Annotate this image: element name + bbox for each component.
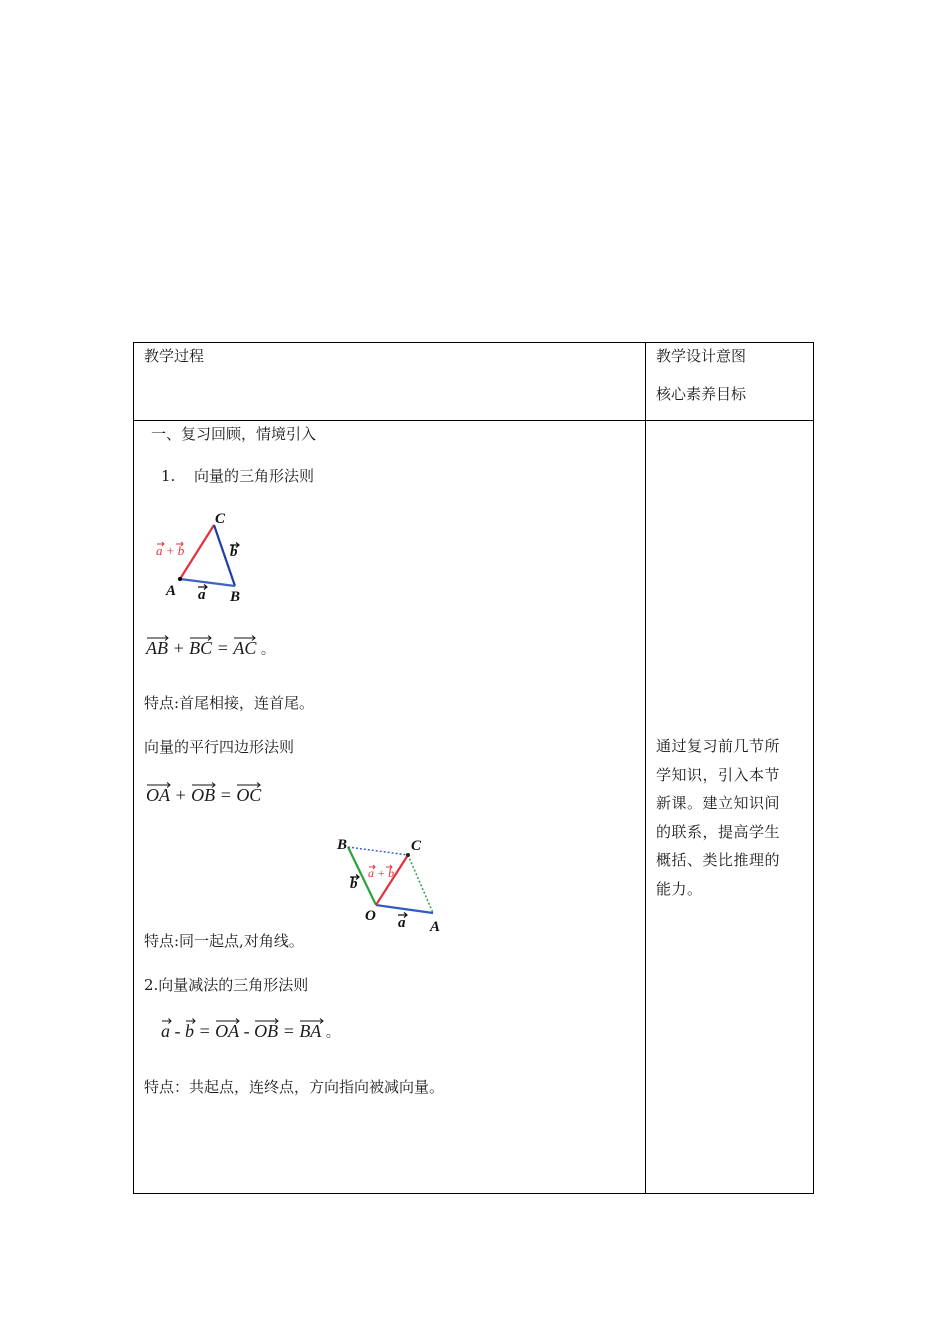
feature-3: 特点：共起点，连终点，方向指向被减向量。 (144, 1078, 445, 1096)
equals-sign-3: = (198, 1021, 211, 1041)
header-process-cell (133, 342, 646, 421)
vector-oc: OC (236, 785, 261, 806)
equals-sign: = (216, 638, 229, 658)
item1-title: 向量的三角形法则 (194, 467, 315, 485)
vector-oa-2: OA (215, 1021, 239, 1042)
header-intent-cell (645, 342, 814, 421)
header-process: 教学过程 (144, 347, 205, 365)
formula-parallelogram-rule (146, 785, 261, 806)
vector-a-symbol: a (161, 1021, 170, 1042)
equals-sign-4: = (282, 1021, 295, 1041)
item1-number: 1. (161, 467, 176, 485)
vector-a-line (180, 579, 235, 586)
equals-sign-2: = (219, 785, 232, 805)
point-c-dot (406, 853, 410, 857)
formula3-period: 。 (325, 1026, 340, 1041)
section-title: 一、复习回顾，情境引入 (151, 425, 317, 443)
label-b: B (337, 837, 348, 853)
dotted-ca-line (408, 855, 433, 913)
formula-triangle-rule (146, 638, 275, 659)
vector-ab: AB (146, 638, 168, 659)
label-c: C (215, 511, 226, 527)
label-sum-2: a + b (368, 866, 395, 880)
vector-bc: BC (189, 638, 212, 659)
vector-ac: AC (233, 638, 256, 659)
vector-ob-2: OB (254, 1021, 278, 1042)
label-b-point: B (230, 589, 241, 601)
dotted-bc-line (348, 847, 408, 855)
feature-1: 特点:首尾相接，连首尾。 (144, 694, 315, 712)
process-body-cell (133, 420, 646, 1194)
label-vector-b: b (230, 544, 238, 560)
intent-body: 通过复习前几节所学知识，引入本节新课。建立知识间的联系，提高学生概括、类比推理的能力。 (656, 737, 781, 898)
vector-oa: OA (146, 785, 170, 806)
vector-oc-line (376, 855, 408, 905)
point-a-dot (178, 577, 182, 581)
vector-oa-line (376, 905, 433, 913)
label-a-2: A (430, 919, 441, 935)
formula-subtraction-rule (161, 1021, 340, 1042)
parallelogram-title: 向量的平行四边形法则 (144, 738, 295, 756)
vector-ba: BA (299, 1021, 321, 1042)
formula1-period: 。 (260, 643, 275, 658)
label-vector-a-2: a (398, 915, 406, 931)
plus-sign: + (172, 638, 185, 658)
parallelogram-rule-figure (333, 835, 451, 935)
label-o: O (365, 908, 376, 924)
item2-title: 2.向量减法的三角形法则 (144, 976, 309, 994)
feature-2: 特点:同一起点,对角线。 (144, 932, 304, 950)
label-c-2: C (411, 838, 422, 854)
intent-body-cell (645, 420, 814, 1194)
plus-sign-2: + (174, 785, 187, 805)
lesson-table (133, 342, 814, 1194)
sum-vector-line (180, 525, 214, 579)
header-intent-line2: 核心素养目标 (656, 385, 747, 403)
minus-sign-1: - (174, 1021, 181, 1041)
label-vector-a: a (198, 587, 206, 601)
minus-sign-2: - (243, 1021, 250, 1041)
vector-b-symbol: b (185, 1021, 194, 1042)
header-intent-line1: 教学设计意图 (656, 347, 747, 365)
label-sum: a + b (156, 543, 185, 558)
triangle-rule-figure (152, 509, 262, 601)
label-vector-b-2: b (350, 876, 358, 892)
vector-ob: OB (191, 785, 215, 806)
label-a-point: A (166, 583, 177, 599)
